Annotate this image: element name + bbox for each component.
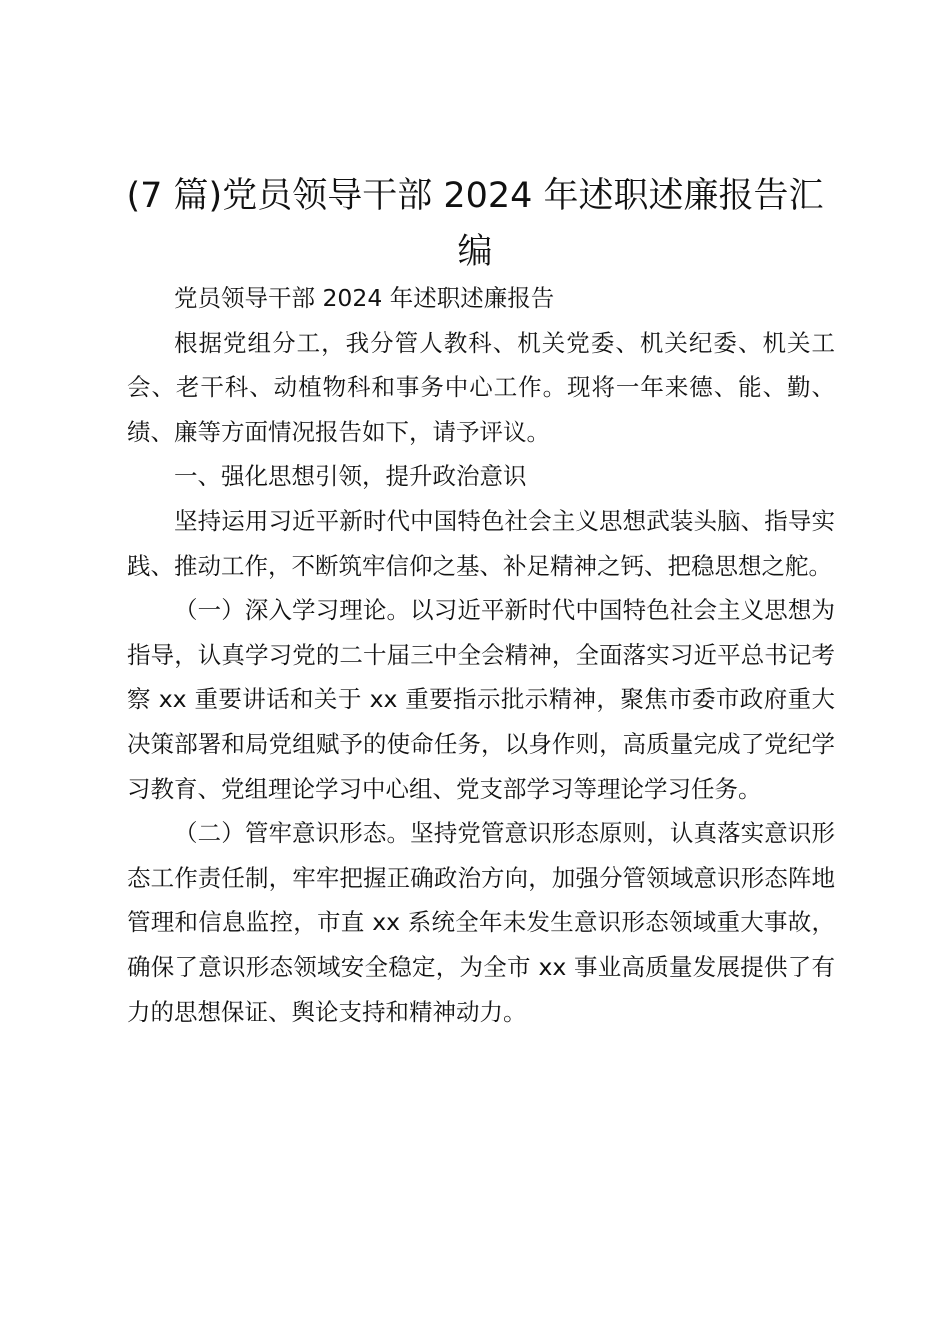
document-body (127, 276, 835, 1034)
section-1-paragraph: 坚持运用习近平新时代中国特色社会主义思想武装头脑、指导实践、推动工作，不断筑牢信仰之基、补足精神之钙、把稳思想之舵。 (127, 506, 835, 580)
document-title: (7 篇)党员领导干部 2024 年述职述廉报告汇编 (126, 176, 824, 272)
intro-paragraph: 根据党组分工，我分管人教科、机关党委、机关纪委、机关工会、老干科、动植物科和事务中心工作。现将一年来德、能、勤、绩、廉等方面情况报告如下，请予评议。 (127, 328, 835, 446)
subsection-1-paragraph: （一）深入学习理论。以习近平新时代中国特色社会主义思想为指导，认真学习党的二十届三中全会精神，全面落实习近平总书记考察 xx 重要讲话和关于 xx 重要指示批示精神，聚焦市委市政府重大决策部署和局党组赋予的使命任务，以身作则，高质量完成了党纪学习教育、党组理论学习中心组、党支部学习等理论学习任务。 (127, 596, 835, 803)
subsection-2-paragraph: （二）管牢意识形态。坚持党管意识形态原则，认真落实意识形态工作责任制，牢牢把握正确政治方向，加强分管领域意识形态阵地管理和信息监控，市直 xx 系统全年未发生意识形态领域重大事故，确保了意识形态领域安全稳定，为全市 xx 事业高质量发展提供了有力的思想保证、舆论支持和精神动力。 (127, 819, 835, 1026)
section-heading-1: 一、强化思想引领，提升政治意识 (174, 462, 527, 491)
report-subtitle: 党员领导干部 2024 年述职述廉报告 (174, 284, 555, 312)
